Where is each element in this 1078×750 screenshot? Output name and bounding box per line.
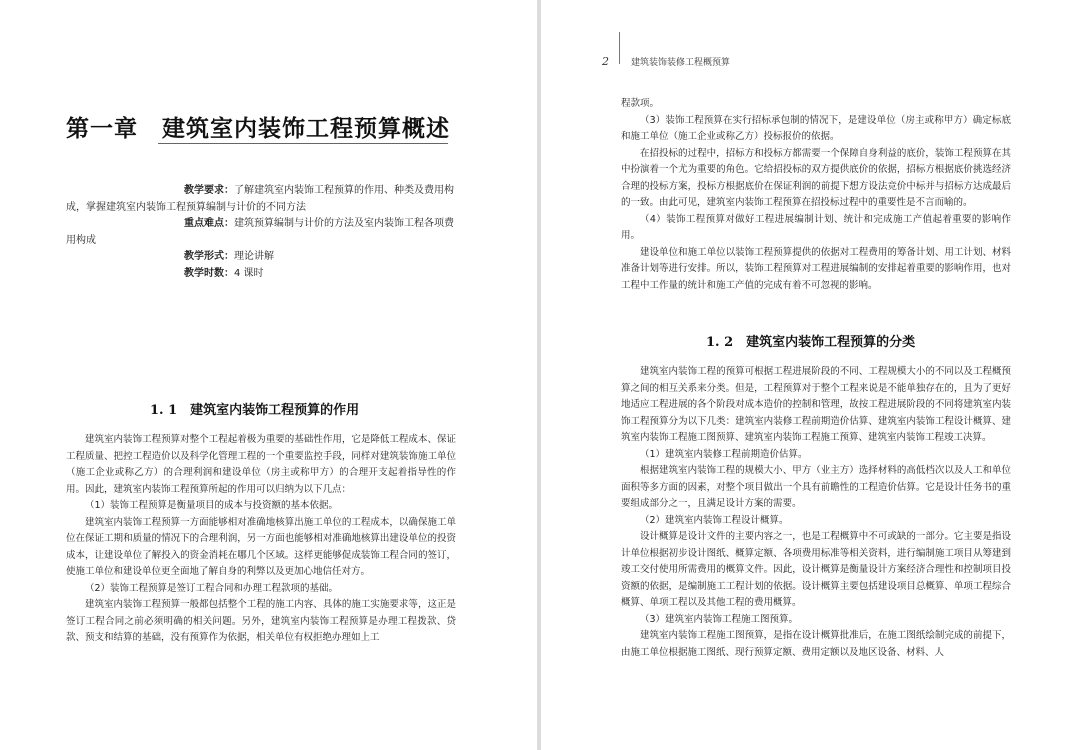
meta-row-key-points (66, 216, 456, 249)
paragraph: （1）装饰工程预算是衡量项目的成本与投资额的基本依据。 (85, 500, 339, 511)
paragraph: 建筑室内装饰工程预算一般都包括整个工程的施工内容、具体的施工实施要求等，这正是签订工程合同之前必须明确的相关问题。另外，建筑室内装饰工程预算是办理工程拨款、贷款、预支和结算的基础，没有预算作为依据，相关单位有权拒绝办理如上工 (66, 599, 456, 643)
paragraph: 程款项。 (621, 98, 660, 109)
paragraph: 设计概算是设计文件的主要内容之一，也是工程概算中不可或缺的一部分。它主要是指设计单位根据初步设计图纸、概算定额、各项费用标准等相关资料，进行编制施工项目从筹建到竣工交付使用所需费用的概算文件。因此，设计概算是衡量设计方案经济合理性和控制项目投资额的依据，是编制施工工程计划的依据。设计概算主要包括建设项目总概算、单项工程综合概算、单项工程以及其他工程的费用概算。 (621, 531, 1011, 608)
meta-label: 教学要求： (184, 185, 234, 196)
meta-row-requirements (66, 183, 456, 216)
meta-text: 建筑预算编制与计价的方法及室内装饰工程各项费用构成 (66, 218, 454, 246)
meta-text: 了解建筑室内装饰工程预算的作用、种类及费用构成，掌握建筑室内装饰工程预算编制与计价的不同方法 (66, 185, 454, 213)
right-body-text-top (621, 96, 1011, 294)
section-title-1-2: 1. 2 建筑室内装饰工程预算的分类 (706, 335, 916, 350)
meta-row-format (66, 249, 456, 266)
running-head (602, 55, 730, 68)
left-body-text (66, 432, 456, 647)
paragraph: （4）装饰工程预算对做好工程进展编制计划、统计和完成施工产值起着重要的影响作用。 (621, 213, 1011, 241)
meta-label: 重点难点： (184, 218, 234, 229)
meta-text: 理论讲解 (234, 251, 274, 262)
meta-text: 4 课时 (234, 267, 264, 279)
paragraph: 建筑室内装饰工程预算一方面能够相对准确地核算出施工单位的工程成本，以确保施工单位在保证工期和质量的情况下的合理利润，另一方面也能够相对准确地核算出建设单位的投资成本，让建设单位了解投入的资金消耗在哪几个区域。这样更能够促成装饰工程合同的签订，使施工单位和建设单位更全面地了解自身的利弊以及更加心地信任对方。 (66, 516, 456, 577)
paragraph: 建筑室内装饰工程施工图预算，是指在设计概算批准后，在施工图纸绘制完成的前提下，由施工单位根据施工图纸、现行预算定额、费用定额以及地区设备、材料、人 (621, 630, 1011, 658)
paragraph: （2）装饰工程预算是签订工程合同和办理工程款项的基础。 (85, 582, 339, 594)
meta-label: 教学形式： (184, 251, 234, 262)
paragraph: 建筑室内装饰工程的预算可根据工程进展阶段的不同、工程规模大小的不同以及工程概预算之间的相互关系来分类。但是，工程预算对于整个工程来说是不能单独存在的，且为了更好地适应工程进展的各个阶段对成本造价的控制和管理，故按工程进展阶段的不同将建筑室内装饰工程预算分为以下几类：建筑室内装修工程前期造价估算、建筑室内装饰工程设计概算、建筑室内装饰工程施工图预算、建筑室内装饰工程施工预算、建筑室内装饰工程竣工决算。 (621, 366, 1011, 443)
teaching-meta (66, 183, 456, 282)
page-number: 2 (602, 55, 609, 68)
paragraph: （2）建筑室内装饰工程设计概算。 (640, 514, 789, 526)
paragraph: 建设单位和施工单位以装饰工程预算提供的依据对工程费用的筹备计划、用工计划、材料准备计划等进行安排。所以，装饰工程预算对工程进展编制的安排起着重要的影响作用，也对工程中工作量的统计和施工产值的完成有着不可忽视的影响。 (621, 246, 1011, 291)
meta-label: 教学时数： (184, 267, 234, 279)
running-head-title: 建筑装饰装修工程概预算 (631, 58, 731, 68)
paragraph: （3）建筑室内装饰工程施工图预算。 (640, 613, 799, 625)
paragraph: 建筑室内装饰工程预算对整个工程起着极为重要的基础性作用，它是降低工程成本、保证工程质量、把控工程造价以及科学化管理工程的一个重要监控手段，同样对建筑装饰施工单位（施工企业或称乙方）的合理利润和建设单位（房主或称甲方）的合理开支起着指导性的作用。因此，建筑室内装饰工程预算所起的作用可以归纳为以下几点： (66, 434, 456, 495)
paragraph: （3）装饰工程预算在实行招标承包制的情况下，是建设单位（房主或称甲方）确定标底和施工单位（施工企业或称乙方）投标报价的依据。 (621, 114, 1011, 142)
right-body-text-bottom (621, 364, 1011, 661)
paragraph: 在招投标的过程中，招标方和投标方都需要一个保障自身利益的底价，装饰工程预算在其中扮演着一个尤为重要的角色。它给招投标的双方提供底价的依据，招标方根据底价挑选经济合理的投标方案，投标方根据底价在保证利润的前提下想方设法竞价中标并与招标方达成最后的一致。由此可见，建筑室内装饰工程预算在招投标过程中的重要性是不言而喻的。 (621, 147, 1011, 208)
paragraph: 根据建筑室内装饰工程的规模大小、甲方（业主方）选择材料的高低档次以及人工和单位面积等多方面的因素，对整个项目做出一个具有前瞻性的工程造价估算。它是设计任务书的重要组成部分之一，且满足设计方案的需要。 (621, 465, 1011, 509)
section-title-1-1: 1. 1 建筑室内装饰工程预算的作用 (150, 403, 360, 418)
meta-row-hours (66, 266, 456, 283)
chapter-title: 第一章 建筑室内装饰工程预算概述 (66, 115, 450, 142)
paragraph: （1）建筑室内装修工程前期造价估算。 (640, 448, 808, 460)
chapter-title-underline (158, 143, 448, 144)
